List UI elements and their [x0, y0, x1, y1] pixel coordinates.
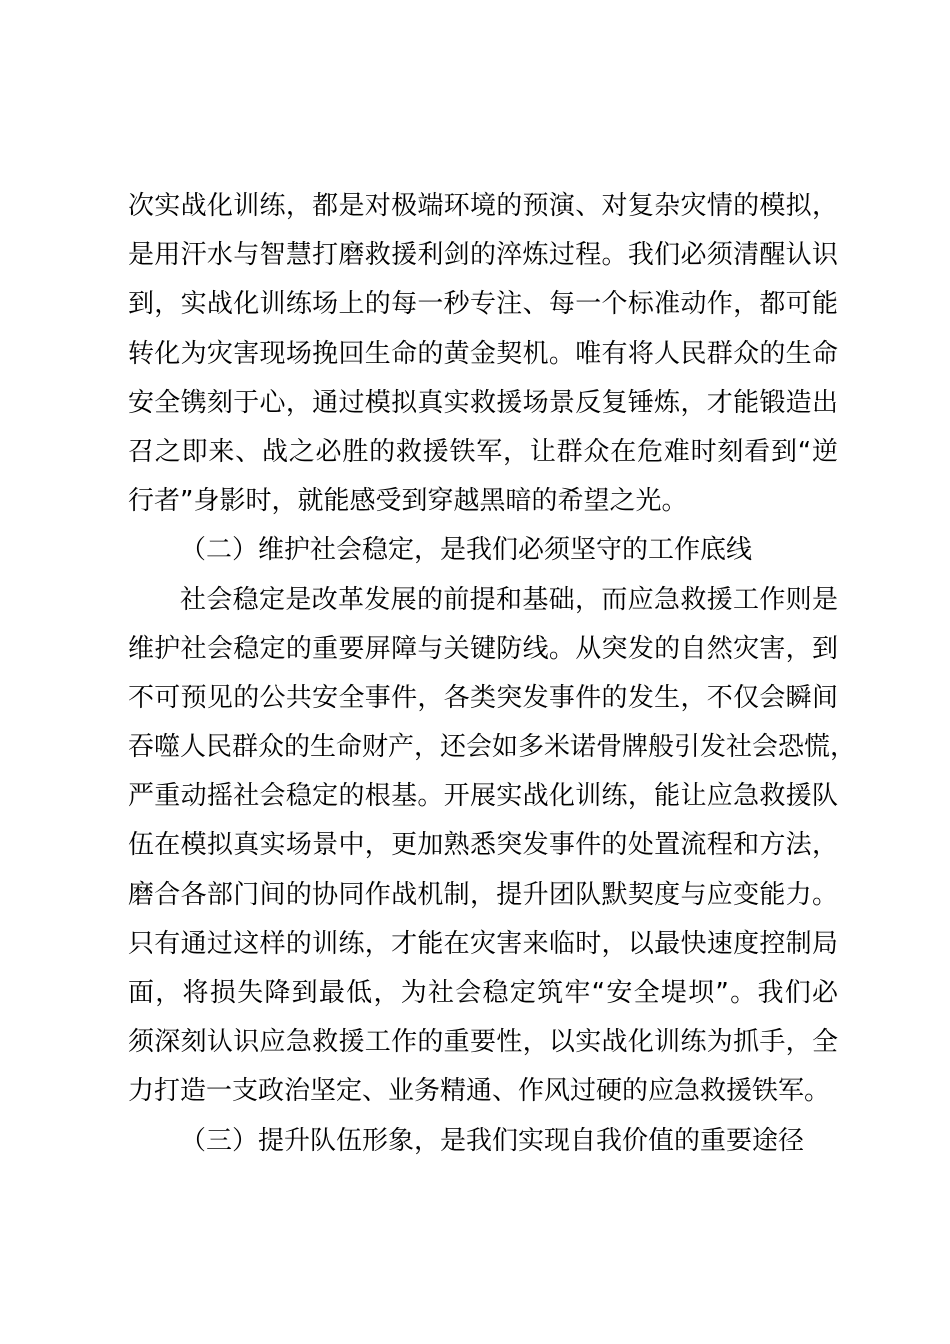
text-line: 磨合各部门间的协同作战机制，提升团队默契度与应变能力。	[128, 879, 838, 910]
text-line: 行者”身影时，就能感受到穿越黑暗的希望之光。	[128, 486, 688, 517]
text-line: 召之即来、战之必胜的救援铁军，让群众在危难时刻看到“逆	[128, 436, 838, 467]
text-line: 不可预见的公共安全事件，各类突发事件的发生，不仅会瞬间	[128, 682, 838, 713]
text-line: 力打造一支政治坚定、业务精通、作风过硬的应急救援铁军。	[128, 1076, 831, 1107]
text-line: 面，将损失降到最低，为社会稳定筑牢“安全堤坝”。我们必	[128, 978, 838, 1008]
text-line: 只有通过这样的训练，才能在灾害来临时，以最快速度控制局	[128, 928, 838, 959]
text-line: 伍在模拟真实场景中，更加熟悉突发事件的处置流程和方法，	[128, 830, 838, 861]
text-line: 是用汗水与智慧打磨救援利剑的淬炼过程。我们必须清醒认识	[128, 240, 838, 271]
section-heading: （三）提升队伍形象，是我们实现自我价值的重要途径	[180, 1125, 805, 1156]
paragraph-first-line: 社会稳定是改革发展的前提和基础，而应急救援工作则是	[180, 584, 838, 615]
text-line: 严重动摇社会稳定的根基。开展实战化训练，能让应急救援队	[128, 781, 838, 812]
text-line: 次实战化训练，都是对极端环境的预演、对复杂灾情的模拟，	[128, 191, 838, 221]
section-heading: （二）维护社会稳定，是我们必须坚守的工作底线	[180, 535, 753, 566]
document-body	[128, 182, 857, 1166]
text-line: 吞噬人民群众的生命财产，还会如多米诺骨牌般引发社会恐慌，	[128, 732, 857, 763]
text-line: 维护社会稳定的重要屏障与关键防线。从突发的自然灾害，到	[128, 633, 838, 664]
text-line: 安全镌刻于心，通过模拟真实救援场景反复锤炼，才能锻造出	[128, 387, 838, 418]
text-line: 到，实战化训练场上的每一秒专注、每一个标准动作，都可能	[128, 289, 838, 320]
text-line: 转化为灾害现场挽回生命的黄金契机。唯有将人民群众的生命	[128, 338, 838, 369]
text-line: 须深刻认识应急救援工作的重要性，以实战化训练为抓手，全	[128, 1027, 838, 1058]
